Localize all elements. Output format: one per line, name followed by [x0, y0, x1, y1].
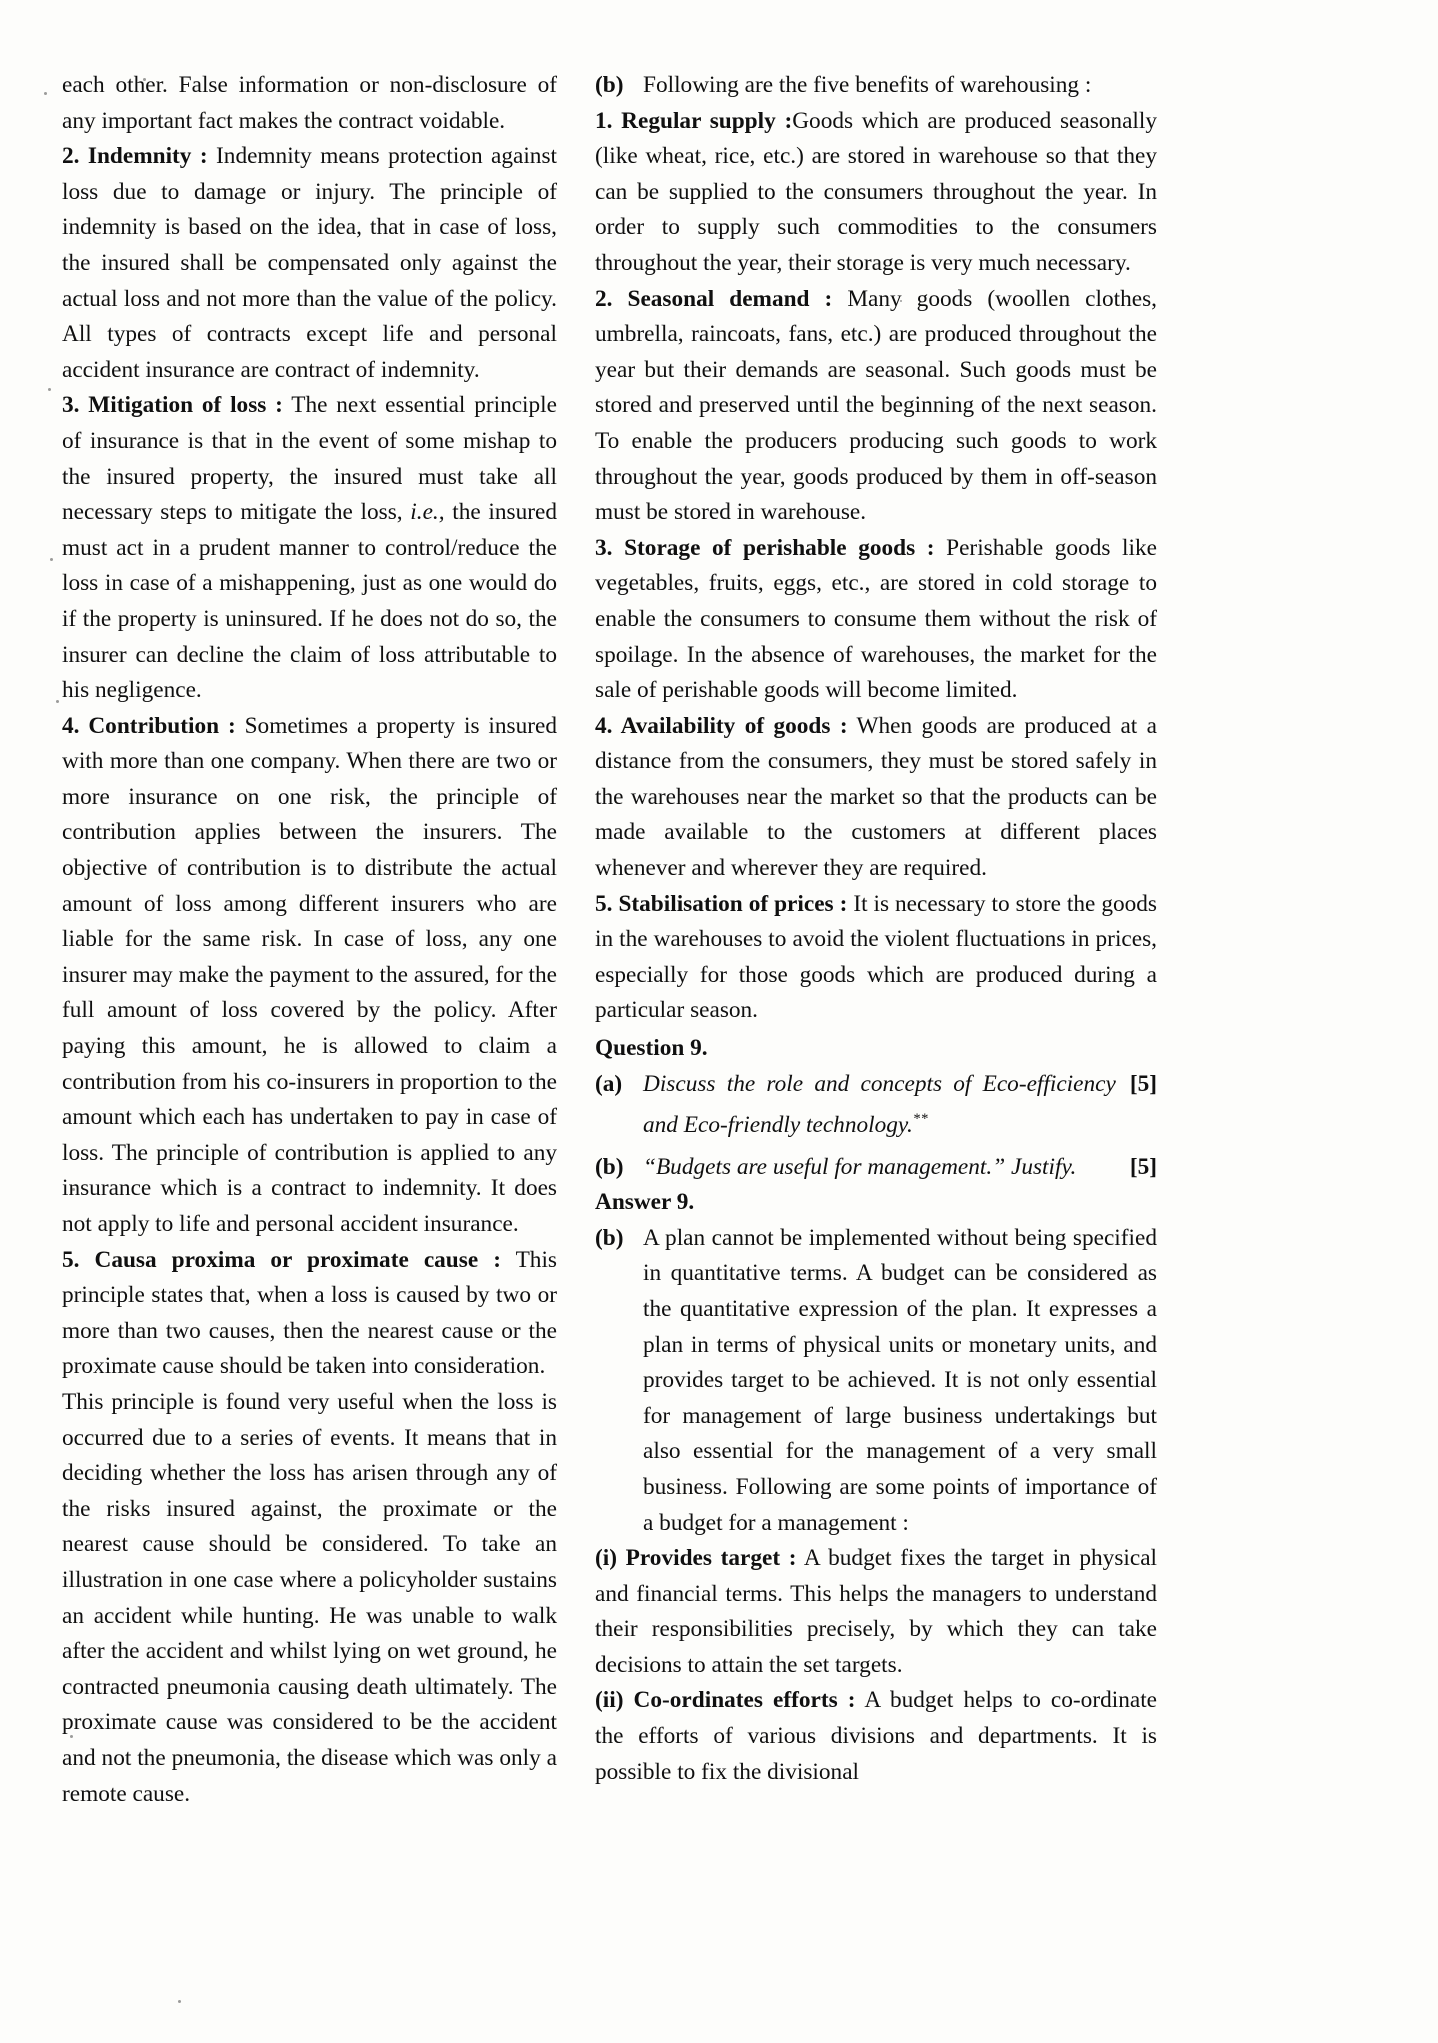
right-column: [595, 68, 1157, 2018]
benefit-text: Perishable goods like vegetables, fruits, eggs, etc., are stored in cold storage to enable the consumers to consume them without the risk of spoilage. In the absence of warehouses, the market for the sale of perishable goods will become limited.: [595, 534, 1157, 704]
marks-badge-9a: [5]: [1129, 1070, 1157, 1097]
answer-point-coordinates-efforts: [595, 1683, 1157, 1790]
question-9b-text: “Budgets are useful for management.” Justify.: [643, 1153, 1077, 1180]
left-column: [62, 68, 557, 2018]
scan-speck: [48, 388, 51, 391]
benefit-text: When goods are produced at a distance from the consumers, they must be stored safely in the warehouses near the market so that the products can be made available to the customers at different places whenever and wherever they are required.: [595, 712, 1157, 882]
paragraph-causa-proxima: [62, 1243, 557, 1385]
scan-speck: [44, 92, 47, 95]
two-column-body: [62, 68, 1380, 2018]
benefit-text: Goods which are produced seasonally (like wheat, rice, etc.) are stored in warehouse so that they can be supplied to the consumers throughout the year. In order to supply such commodities to the consumers throughout the year, their storage is very much necessary.: [595, 107, 1157, 276]
answer-point-lead-in: (ii) Co-ordinates efforts :: [595, 1687, 856, 1714]
answer-point-provides-target: [595, 1541, 1157, 1683]
question-9a-row: [595, 1067, 1157, 1144]
paragraph-utmost-good-faith-tail: [62, 68, 557, 139]
question-9b-row: [595, 1150, 1157, 1186]
answer-point-text: A budget helps to co-ordinate the efforts of various divisions and departments. It is possible to fix the divisional: [595, 1687, 1158, 1785]
paragraph-indemnity: [62, 139, 557, 388]
warehousing-intro-text: Following are the five benefits of warehousing :: [643, 72, 1092, 98]
question-9b-body: [643, 1150, 1157, 1186]
paragraph-text: Indemnity means protection against loss due to damage or injury. The principle of indemnity is based on the idea, that in case of loss, the insured shall be compensated only against the actual loss and not more than the value of the policy. All types of contracts except life and personal accident insurance are contract of indemnity.: [62, 143, 557, 383]
benefit-storage-of-perishable-goods: [595, 531, 1157, 709]
scan-speck: [56, 700, 59, 703]
benefit-lead-in: 3. Storage of perishable goods :: [595, 534, 935, 561]
footnote-asterisks: **: [912, 1111, 929, 1128]
benefit-lead-in: 2. Seasonal demand :: [595, 285, 833, 312]
paragraph-lead-in: 3. Mitigation of loss :: [62, 392, 283, 419]
benefit-text: Many goods (woollen clothes, umbrella, raincoats, fans, etc.) are produced throughout the year but their demands are seasonal. Such goods must be stored and preserved until the beginning of the next season. To enable the producers producing such goods to work throughout the year, goods produced by them in off-season must be stored in warehouse.: [595, 285, 1157, 526]
benefit-regular-supply: [595, 104, 1157, 282]
benefit-seasonal-demand: [595, 282, 1157, 531]
benefit-lead-in: 4. Availability of goods :: [595, 712, 848, 739]
paragraph-text: The next essential principle of insurance is that in the event of some mishap to the insured property, the insured must take all necessary steps to mitigate the loss,: [62, 392, 557, 526]
scan-speck: [50, 558, 53, 561]
paragraph-text: This principle is found very useful when the loss is occurred due to a series of events. It means that in deciding whether the loss has arisen through any of the risks insured against, the proximate or the nearest cause should be considered. To take an illustration in one case where a policyholder sustains an accident while hunting. He was unable to walk after the accident and whilst lying on wet ground, he contracted pneumonia causing death ultimately. The proximate cause was considered to be the accident and not the pneumonia, the disease which was only a remote cause.: [62, 1388, 557, 1807]
paragraph-text: Sometimes a property is insured with more than one company. When there are two or more insurance on one risk, the principle of contribution applies between the insurers. The objective of contribution is to distribute the actual amount of loss among different insurers who are liable for the same risk. In case of loss, any one insurer may make the payment to the assured, for the full amount of loss covered by the policy. After paying this amount, he is allowed to claim a contribution from his co-insurers in proportion to the amount which each has undertaken to pay in case of loss. The principle of contribution is applied to any insurance which is a contract to indemnity. It does not apply to life and personal accident insurance.: [62, 712, 557, 1237]
question-heading: Question 9.: [595, 1035, 708, 1062]
question-9a-text: Discuss the role and concepts of Eco-efficiency and Eco-friendly technology.: [643, 1070, 1116, 1138]
paragraph-text-continued: the insured must act in a prudent manner to control/reduce the loss in case of a mishappening, just as one would do if the property is uninsured. If he does not do so, the insurer can decline the claim of loss attributable to his negligence.: [62, 499, 557, 704]
paragraph-contribution: [62, 709, 557, 1243]
list-marker-b: (b): [595, 72, 624, 98]
warehousing-intro-row: [595, 68, 1157, 104]
marks-badge-9b: [5]: [1129, 1153, 1157, 1180]
answer-9b-intro: A plan cannot be implemented without being specified in quantitative terms. A budget can be considered as the quantitative expression of the plan. It expresses a plan in terms of physical units or monetary units, and provides target to be achieved. It is not only essential for management of large business undertakings but also essential for the management of a very small business. Following are some points of importance of a budget for a management :: [643, 1224, 1157, 1536]
answer-9b-row: [595, 1221, 1157, 1541]
benefit-lead-in: 1. Regular supply :: [595, 107, 793, 134]
benefit-text: It is necessary to store the goods in the warehouses to avoid the violent fluctuations in prices, especially for those goods which are produced during a particular season.: [595, 890, 1157, 1024]
benefit-stabilisation-of-prices: [595, 887, 1157, 1029]
question-marker-a: (a): [595, 1070, 623, 1097]
answer-point-text: A budget fixes the target in physical and financial terms. This helps the managers to understand their responsibilities precisely, by which they can take decisions to attain the set targets.: [595, 1545, 1158, 1678]
question-marker-b: (b): [595, 1153, 624, 1180]
answer-marker-b: (b): [595, 1224, 624, 1251]
question-9a-body: [643, 1067, 1157, 1144]
paragraph-causa-proxima-explanation: [62, 1385, 557, 1812]
benefit-lead-in: 5. Stabilisation of prices :: [595, 890, 848, 917]
paragraph-lead-in: 4. Contribution :: [62, 712, 236, 739]
benefit-availability-of-goods: [595, 709, 1157, 887]
paragraph-lead-in: 2. Indemnity :: [62, 143, 208, 170]
paragraph-text: each other. False information or non-disclosure of any important fact makes the contract voidable.: [62, 72, 557, 134]
answer-heading: Answer 9.: [595, 1189, 695, 1216]
answer-point-lead-in: (i) Provides target :: [595, 1545, 797, 1572]
paragraph-text: This principle states that, when a loss is caused by two or more than two causes, then the nearest cause or the proximate cause should be taken into consideration.: [62, 1246, 557, 1380]
italic-abbreviation: i.e.,: [410, 499, 445, 526]
paragraph-lead-in: 5. Causa proxima or proximate cause :: [62, 1246, 501, 1273]
paragraph-mitigation-of-loss: [62, 388, 557, 708]
